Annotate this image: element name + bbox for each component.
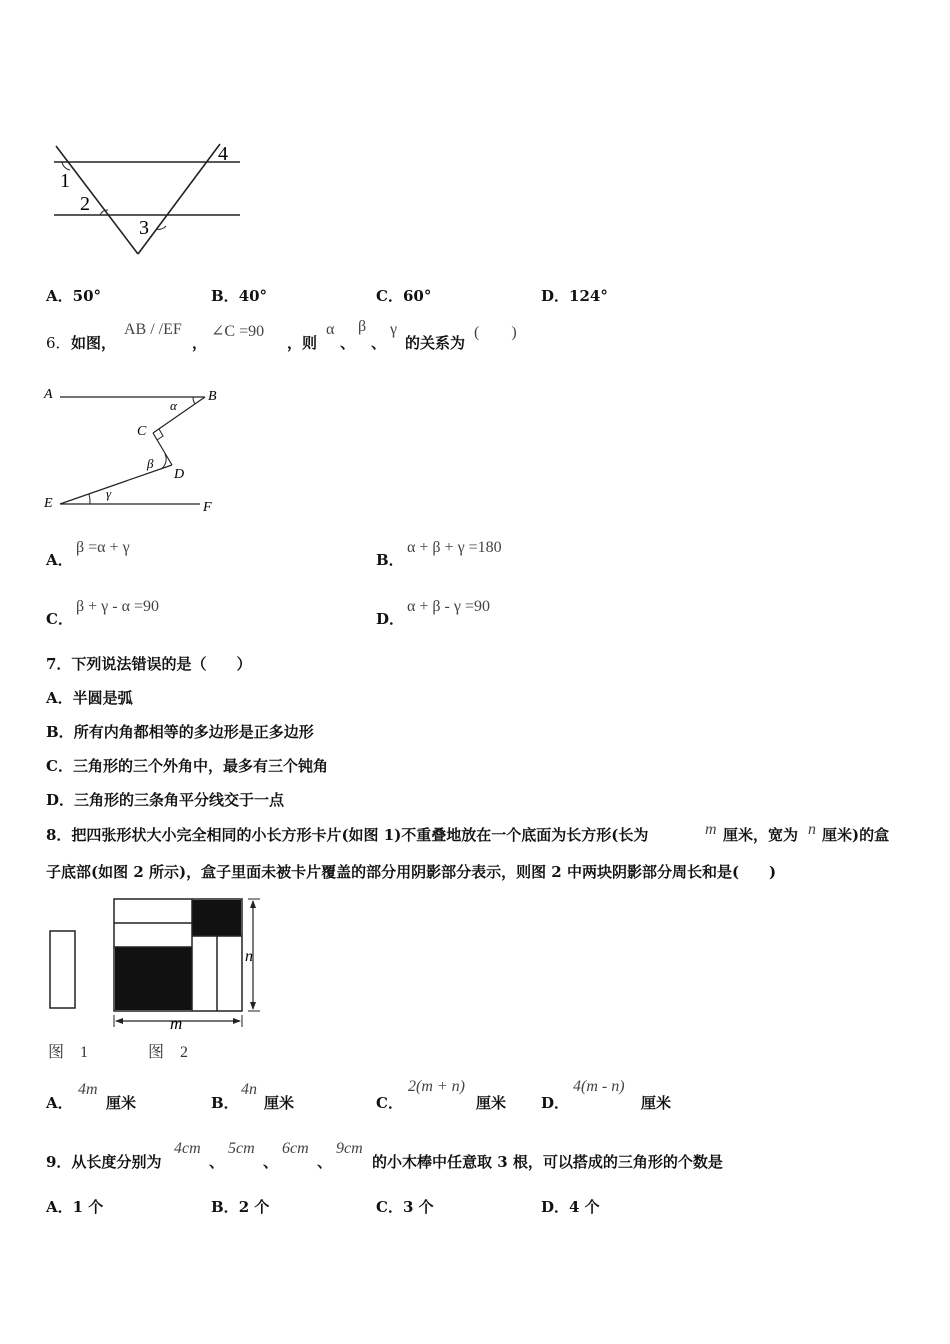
q9-sep-1: 、 <box>209 1153 225 1171</box>
q6-beta: β <box>358 318 367 335</box>
q8-fig-m-label: m <box>170 1014 183 1033</box>
q6-number: 6． <box>46 334 71 352</box>
option-letter: B． <box>211 1198 239 1216</box>
option-text: 40° <box>238 287 268 305</box>
q6-point-b: B <box>208 389 217 404</box>
option-letter: D． <box>46 791 75 809</box>
option-letter: A． <box>46 287 73 305</box>
q6-point-e: E <box>44 496 53 511</box>
q5-option-d[interactable] <box>541 287 608 305</box>
q8-option-d-letter[interactable]: D． <box>541 1094 570 1112</box>
q9-length-2: 5cm <box>228 1140 255 1157</box>
q6-point-f: F <box>203 500 212 515</box>
q6-figure <box>40 380 230 520</box>
q6-comma: ， <box>192 334 208 352</box>
q5-label-3: 3 <box>139 217 149 239</box>
option-text: 三角形的三个外角中，最多有三个钝角 <box>72 757 328 775</box>
q8-option-c-letter[interactable]: C． <box>376 1094 403 1112</box>
q5-option-a[interactable] <box>46 287 101 305</box>
q8-var-n: n <box>808 821 816 838</box>
option-letter: C． <box>376 1198 403 1216</box>
q6-option-d-expr: α + β - γ =90 <box>407 598 490 615</box>
q6-option-d-letter[interactable]: D． <box>376 610 405 628</box>
q8-option-a-unit: 厘米 <box>106 1094 137 1112</box>
q6-point-c: C <box>137 424 147 439</box>
option-text: 60° <box>402 287 432 305</box>
option-text: 三角形的三条角平分线交于一点 <box>74 791 285 809</box>
q9-option-d[interactable] <box>541 1198 600 1216</box>
q9-sep-3: 、 <box>317 1153 333 1171</box>
q5-label-4: 4 <box>218 143 228 165</box>
q7-option-d[interactable] <box>46 791 284 809</box>
q8-var-m: m <box>705 821 717 838</box>
option-text: 2 个 <box>238 1198 270 1216</box>
q9-option-b[interactable] <box>211 1198 269 1216</box>
option-letter: B． <box>211 287 239 305</box>
q6-point-a: A <box>44 387 53 402</box>
q8-option-b-letter[interactable]: B． <box>211 1094 239 1112</box>
q6-angle-alpha: α <box>170 398 177 413</box>
q6-option-b-letter[interactable]: B． <box>376 551 404 569</box>
option-text: 所有内角都相等的多边形是正多边形 <box>73 723 314 741</box>
q6-cond-parallel: AB / /EF <box>124 321 182 338</box>
q8-line2: 子底部(如图 2 所示)，盒子里面未被卡片覆盖的部分用阴影部分表示，则图 2 中两块阴影部分周长和是( ) <box>46 863 777 881</box>
q8-line1-c: 厘米)的盒 <box>822 826 890 844</box>
q8-fig-n-label: n <box>245 948 253 965</box>
option-letter: A． <box>46 689 73 707</box>
q8-option-c-expr: 2(m + n) <box>408 1078 466 1095</box>
q6-option-a-expr: β =α + γ <box>76 539 130 556</box>
q9-option-c[interactable] <box>376 1198 434 1216</box>
q6-answer-blank: ( ) <box>474 324 517 341</box>
q6-option-c-expr: β + γ - α =90 <box>76 598 159 615</box>
option-letter: A． <box>46 1198 73 1216</box>
q9-lead: 9．从长度分别为 <box>46 1153 162 1171</box>
q6-angle-beta: β <box>147 456 154 471</box>
q7-option-a[interactable] <box>46 689 133 707</box>
option-letter: B． <box>46 723 74 741</box>
q5-figure <box>40 130 260 260</box>
q6-option-a-letter[interactable]: A． <box>46 551 73 569</box>
q9-tail: 的小木棒中任意取 3 根，可以搭成的三角形的个数是 <box>372 1153 723 1171</box>
option-text: 4 个 <box>569 1198 600 1216</box>
q6-option-b-expr: α + β + γ =180 <box>407 539 502 556</box>
option-text: 50° <box>72 287 102 305</box>
option-letter: D． <box>541 287 570 305</box>
q6-gamma: γ <box>390 321 398 338</box>
q8-option-d-unit: 厘米 <box>641 1094 672 1112</box>
q9-sep-2: 、 <box>263 1153 279 1171</box>
q8-line1-b: 厘米，宽为 <box>723 826 799 844</box>
q6-lead: 如图， <box>71 334 117 352</box>
option-letter: C． <box>376 287 403 305</box>
q8-option-b-unit: 厘米 <box>264 1094 295 1112</box>
q8-figure <box>40 893 280 1065</box>
q6-option-c-letter[interactable]: C． <box>46 610 73 628</box>
option-text: 124° <box>569 287 608 305</box>
q5-option-b[interactable] <box>211 287 267 305</box>
option-text: 半圆是弧 <box>72 689 133 707</box>
q7-question: 7．下列说法错误的是（ ） <box>46 655 252 673</box>
q5-option-c[interactable] <box>376 287 431 305</box>
q7-option-b[interactable] <box>46 723 314 741</box>
q8-line1-a: 8．把四张形状大小完全相同的小长方形卡片(如图 1)不重叠地放在一个底面为长方形(长为 <box>46 826 649 844</box>
q9-length-1: 4cm <box>174 1140 201 1157</box>
option-letter: C． <box>46 757 73 775</box>
q9-length-3: 6cm <box>282 1140 309 1157</box>
q6-alpha: α <box>326 321 335 338</box>
q6-point-d: D <box>174 467 185 482</box>
q8-fig1-caption: 图 1 <box>48 1044 89 1061</box>
q8-option-d-expr: 4(m - n) <box>573 1078 625 1095</box>
q8-option-a-letter[interactable]: A． <box>46 1094 73 1112</box>
q8-fig2-caption: 图 2 <box>148 1044 189 1061</box>
q5-label-1: 1 <box>60 170 70 192</box>
q6-sep2: 、 <box>371 334 387 352</box>
q8-option-a-expr: 4m <box>78 1081 98 1098</box>
option-text: 1 个 <box>72 1198 104 1216</box>
option-letter: D． <box>541 1198 570 1216</box>
q6-angle-gamma: γ <box>106 486 112 501</box>
q8-option-b-expr: 4n <box>241 1081 257 1098</box>
q5-label-2: 2 <box>80 193 90 215</box>
q9-length-4: 9cm <box>336 1140 363 1157</box>
q8-option-c-unit: 厘米 <box>476 1094 507 1112</box>
q7-option-c[interactable] <box>46 757 328 775</box>
q6-cond-angle: ∠C =90 <box>211 323 265 340</box>
q6-sep1: 、 <box>340 334 356 352</box>
q6-tail: 的关系为 <box>405 334 466 352</box>
option-text: 3 个 <box>402 1198 434 1216</box>
q6-then: ，则 <box>287 334 318 352</box>
q9-option-a[interactable] <box>46 1198 103 1216</box>
